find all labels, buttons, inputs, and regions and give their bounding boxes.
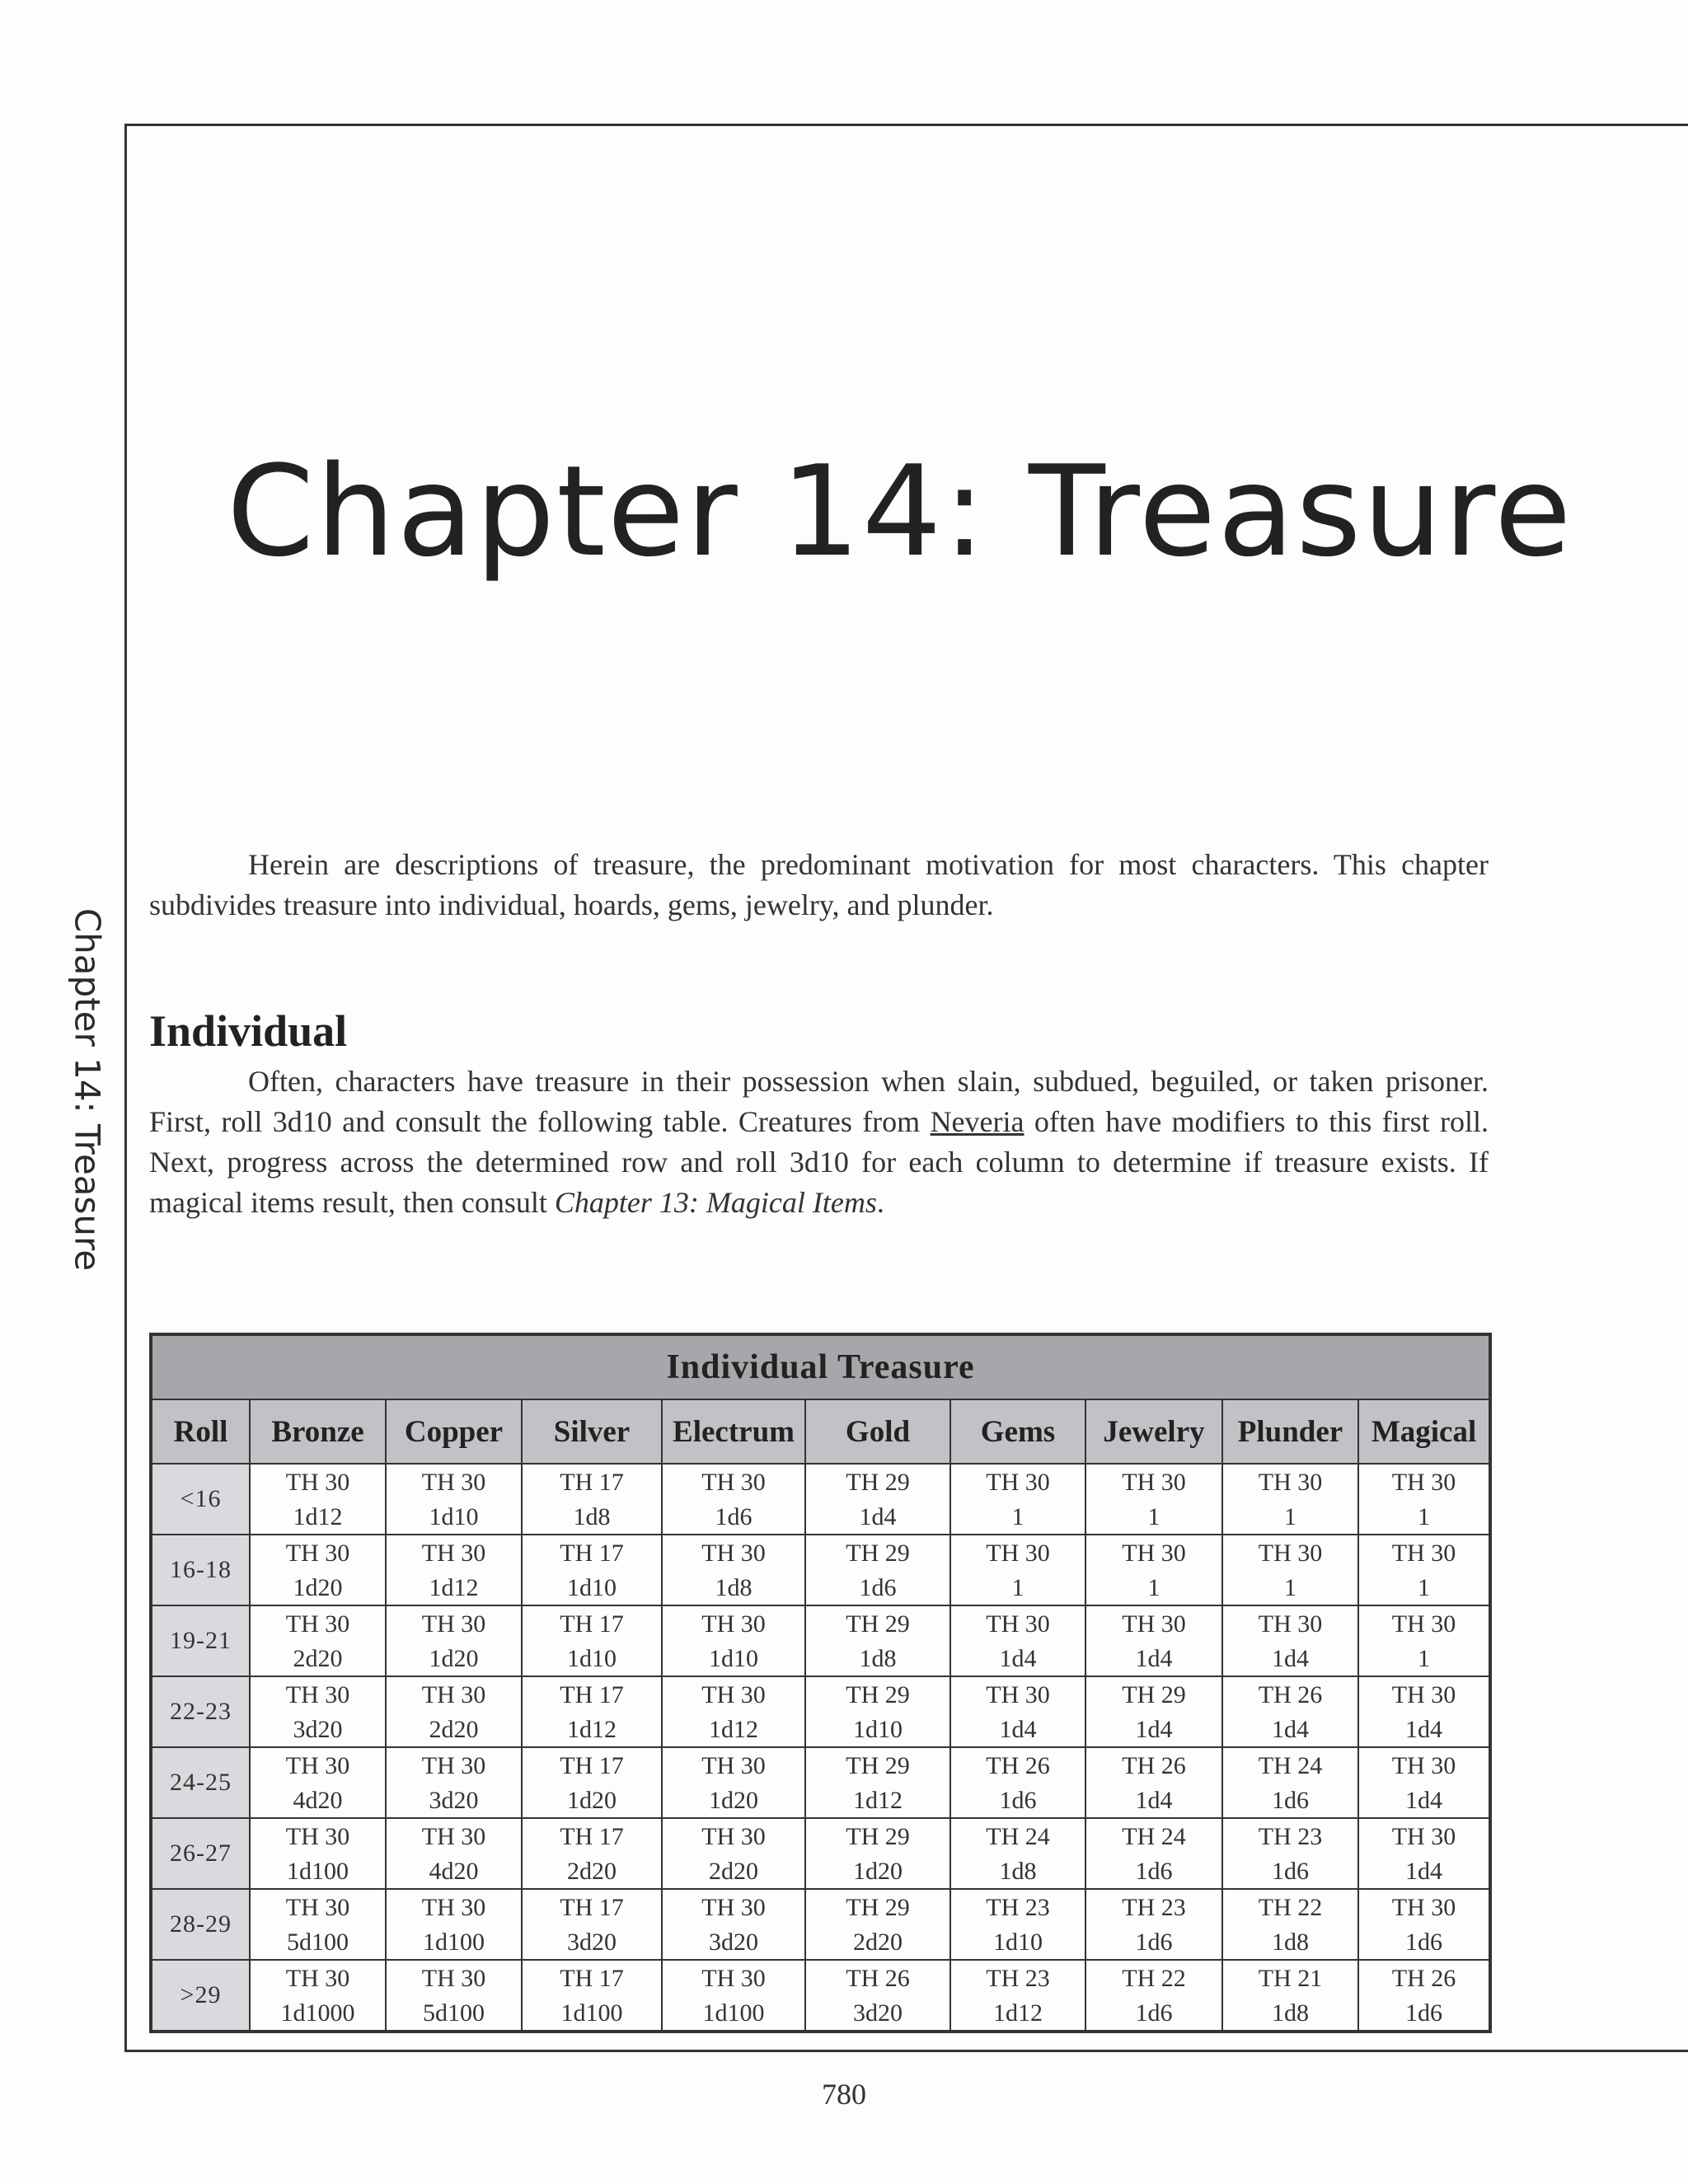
dice-value: 1d6	[859, 1574, 897, 1601]
column-header-magical: Magical	[1358, 1399, 1490, 1464]
threshold-value: TH 23	[1258, 1823, 1323, 1850]
dice-value: 1d8	[1272, 1929, 1309, 1956]
table-cell-gems	[950, 1747, 1085, 1818]
threshold-value: TH 30	[285, 1469, 350, 1496]
threshold-value: TH 30	[1391, 1823, 1456, 1850]
table-cell-jewelry	[1085, 1960, 1222, 2032]
table-cell-silver	[522, 1889, 662, 1960]
dice-value: 1d6	[1272, 1787, 1309, 1814]
table-cell-silver	[522, 1605, 662, 1676]
threshold-value: TH 30	[285, 1540, 350, 1567]
threshold-value: TH 26	[1391, 1965, 1456, 1992]
table-cell-silver	[522, 1960, 662, 2032]
dice-value: 1	[1011, 1574, 1025, 1601]
threshold-value: TH 30	[986, 1469, 1050, 1496]
threshold-value: TH 30	[701, 1965, 766, 1992]
threshold-value: TH 30	[986, 1681, 1050, 1708]
dice-value: 3d20	[567, 1929, 617, 1956]
table-row	[151, 1535, 1490, 1605]
threshold-value: TH 30	[1122, 1469, 1186, 1496]
threshold-value: TH 30	[701, 1610, 766, 1638]
table-cell-plunder	[1222, 1889, 1358, 1960]
threshold-value: TH 29	[846, 1752, 910, 1779]
dice-value: 3d20	[709, 1929, 758, 1956]
dice-value: 1d20	[853, 1858, 903, 1885]
table-cell-copper	[386, 1605, 522, 1676]
table-cell-gold	[805, 1889, 950, 1960]
column-header-plunder: Plunder	[1222, 1399, 1358, 1464]
dice-value: 1d10	[853, 1716, 903, 1743]
table-cell-gems	[950, 1818, 1085, 1889]
table-cell-plunder	[1222, 1676, 1358, 1747]
dice-value: 1d100	[287, 1858, 349, 1885]
threshold-value: TH 22	[1122, 1965, 1186, 1992]
dice-value: 1d20	[709, 1787, 758, 1814]
magical-items-reference: Chapter 13: Magical Items	[554, 1186, 877, 1219]
dice-value: 1d20	[293, 1574, 343, 1601]
table-cell-silver	[522, 1676, 662, 1747]
table-cell-magical	[1358, 1535, 1490, 1605]
dice-value: 1d4	[1135, 1716, 1173, 1743]
threshold-value: TH 30	[421, 1610, 486, 1638]
threshold-value: TH 30	[421, 1823, 486, 1850]
threshold-value: TH 30	[1258, 1469, 1323, 1496]
threshold-value: TH 23	[986, 1894, 1050, 1921]
table-cell-magical	[1358, 1889, 1490, 1960]
table-cell-gems	[950, 1889, 1085, 1960]
dice-value: 1d4	[859, 1503, 897, 1530]
chapter-title: Chapter 14: Treasure	[227, 438, 1573, 584]
dice-value: 1d8	[999, 1858, 1037, 1885]
dice-value: 1d12	[567, 1716, 617, 1743]
dice-value: 1d4	[1405, 1787, 1443, 1814]
dice-value: 1d8	[1272, 1999, 1309, 2027]
table-cell-gold	[805, 1535, 950, 1605]
dice-value: 1	[1147, 1574, 1160, 1601]
dice-value: 1	[1284, 1503, 1296, 1530]
table-row	[151, 1818, 1490, 1889]
dice-value: 1	[1284, 1574, 1296, 1601]
table-cell-copper	[386, 1818, 522, 1889]
dice-value: 2d20	[567, 1858, 617, 1885]
table-cell-electrum	[662, 1535, 805, 1605]
threshold-value: TH 29	[846, 1894, 910, 1921]
table-body	[151, 1464, 1490, 2032]
table-cell-gold	[805, 1464, 950, 1535]
table-cell-gems	[950, 1535, 1085, 1605]
table-cell-electrum	[662, 1960, 805, 2032]
threshold-value: TH 17	[560, 1469, 624, 1496]
threshold-value: TH 29	[846, 1610, 910, 1638]
table-row	[151, 1605, 1490, 1676]
roll-cell: 19-21	[151, 1605, 250, 1676]
table-cell-jewelry	[1085, 1464, 1222, 1535]
threshold-value: TH 30	[1391, 1540, 1456, 1567]
table-cell-gold	[805, 1605, 950, 1676]
table-cell-copper	[386, 1747, 522, 1818]
individual-text-1: Often, characters have treasure in their possession when slain, subdued, beguiled, or taken prisoner. First, roll 3d10 and consult the following table. Creatures from	[149, 1065, 1489, 1138]
dice-value: 1d20	[429, 1645, 479, 1672]
dice-value: 1d12	[993, 1999, 1043, 2027]
dice-value: 1d12	[293, 1503, 343, 1530]
column-header-gold: Gold	[805, 1399, 950, 1464]
table-cell-jewelry	[1085, 1535, 1222, 1605]
threshold-value: TH 17	[560, 1823, 624, 1850]
threshold-value: TH 30	[1391, 1610, 1456, 1638]
threshold-value: TH 26	[1258, 1681, 1323, 1708]
threshold-value: TH 30	[285, 1823, 350, 1850]
threshold-value: TH 22	[1258, 1894, 1323, 1921]
threshold-value: TH 23	[986, 1965, 1050, 1992]
intro-text: Herein are descriptions of treasure, the predominant motivation for most characters. This chapter subdivides treasure into individual, hoards, gems, jewelry, and plunder.	[149, 848, 1489, 921]
table-header-row	[151, 1399, 1490, 1464]
threshold-value: TH 21	[1258, 1965, 1323, 1992]
table-row	[151, 1960, 1490, 2032]
threshold-value: TH 17	[560, 1681, 624, 1708]
table-cell-jewelry	[1085, 1889, 1222, 1960]
table-cell-gems	[950, 1605, 1085, 1676]
table-cell-plunder	[1222, 1464, 1358, 1535]
table-cell-electrum	[662, 1747, 805, 1818]
threshold-value: TH 30	[1391, 1894, 1456, 1921]
dice-value: 1d100	[560, 1999, 623, 2027]
threshold-value: TH 26	[986, 1752, 1050, 1779]
threshold-value: TH 30	[421, 1965, 486, 1992]
section-heading-individual: Individual	[149, 1006, 348, 1056]
dice-value: 1d6	[1135, 1999, 1173, 2027]
threshold-value: TH 30	[285, 1894, 350, 1921]
dice-value: 1d12	[709, 1716, 758, 1743]
dice-value: 5d100	[423, 1999, 485, 2027]
dice-value: 1d10	[993, 1929, 1043, 1956]
table-cell-jewelry	[1085, 1605, 1222, 1676]
table-cell-gems	[950, 1676, 1085, 1747]
threshold-value: TH 30	[285, 1610, 350, 1638]
threshold-value: TH 30	[701, 1681, 766, 1708]
threshold-value: TH 30	[285, 1681, 350, 1708]
dice-value: 1d4	[1272, 1716, 1309, 1743]
threshold-value: TH 29	[1122, 1681, 1186, 1708]
table-cell-plunder	[1222, 1747, 1358, 1818]
dice-value: 1d12	[429, 1574, 479, 1601]
dice-value: 1d10	[567, 1645, 617, 1672]
table-cell-bronze	[250, 1464, 386, 1535]
table-cell-electrum	[662, 1818, 805, 1889]
individual-text-end: .	[876, 1186, 884, 1219]
table-cell-jewelry	[1085, 1676, 1222, 1747]
threshold-value: TH 24	[1258, 1752, 1323, 1779]
threshold-value: TH 17	[560, 1965, 624, 1992]
table-cell-gold	[805, 1676, 950, 1747]
dice-value: 1d100	[702, 1999, 765, 2027]
table-row	[151, 1889, 1490, 1960]
dice-value: 2d20	[429, 1716, 479, 1743]
table-cell-gold	[805, 1747, 950, 1818]
threshold-value: TH 30	[1122, 1610, 1186, 1638]
threshold-value: TH 29	[846, 1681, 910, 1708]
dice-value: 1d6	[1135, 1929, 1173, 1956]
roll-cell: 26-27	[151, 1818, 250, 1889]
threshold-value: TH 30	[701, 1823, 766, 1850]
table-cell-plunder	[1222, 1960, 1358, 2032]
threshold-value: TH 30	[1391, 1469, 1456, 1496]
threshold-value: TH 24	[1122, 1823, 1186, 1850]
dice-value: 3d20	[293, 1716, 343, 1743]
threshold-value: TH 30	[701, 1752, 766, 1779]
table-cell-bronze	[250, 1605, 386, 1676]
table-cell-gems	[950, 1464, 1085, 1535]
table-cell-copper	[386, 1676, 522, 1747]
threshold-value: TH 29	[846, 1540, 910, 1567]
dice-value: 1	[1147, 1503, 1160, 1530]
threshold-value: TH 30	[1391, 1681, 1456, 1708]
roll-cell: <16	[151, 1464, 250, 1535]
column-header-jewelry: Jewelry	[1085, 1399, 1222, 1464]
dice-value: 2d20	[293, 1645, 343, 1672]
roll-cell: 16-18	[151, 1535, 250, 1605]
table-cell-jewelry	[1085, 1818, 1222, 1889]
threshold-value: TH 30	[285, 1752, 350, 1779]
table-cell-gold	[805, 1960, 950, 2032]
threshold-value: TH 30	[421, 1894, 486, 1921]
dice-value: 3d20	[429, 1787, 479, 1814]
threshold-value: TH 30	[1122, 1540, 1186, 1567]
table-cell-bronze	[250, 1676, 386, 1747]
threshold-value: TH 30	[701, 1894, 766, 1921]
table-cell-electrum	[662, 1889, 805, 1960]
dice-value: 1d4	[1405, 1858, 1443, 1885]
dice-value: 1d4	[999, 1716, 1037, 1743]
dice-value: 1d12	[853, 1787, 903, 1814]
dice-value: 1	[1418, 1503, 1431, 1530]
table-cell-copper	[386, 1535, 522, 1605]
table-cell-magical	[1358, 1818, 1490, 1889]
table-row	[151, 1747, 1490, 1818]
table-cell-plunder	[1222, 1818, 1358, 1889]
dice-value: 1d4	[1405, 1716, 1443, 1743]
table-cell-plunder	[1222, 1605, 1358, 1676]
threshold-value: TH 23	[1122, 1894, 1186, 1921]
dice-value: 2d20	[853, 1929, 903, 1956]
threshold-value: TH 30	[986, 1540, 1050, 1567]
table-cell-silver	[522, 1747, 662, 1818]
dice-value: 1	[1011, 1503, 1025, 1530]
table-cell-magical	[1358, 1747, 1490, 1818]
table-cell-electrum	[662, 1605, 805, 1676]
dice-value: 1d8	[573, 1503, 611, 1530]
dice-value: 1	[1418, 1574, 1431, 1601]
threshold-value: TH 24	[986, 1823, 1050, 1850]
roll-cell: 22-23	[151, 1676, 250, 1747]
threshold-value: TH 17	[560, 1610, 624, 1638]
dice-value: 1d6	[1405, 1929, 1443, 1956]
table-cell-bronze	[250, 1747, 386, 1818]
dice-value: 3d20	[853, 1999, 903, 2027]
table-cell-magical	[1358, 1960, 1490, 2032]
roll-cell: >29	[151, 1960, 250, 2032]
individual-treasure-table	[149, 1333, 1492, 2033]
threshold-value: TH 29	[846, 1823, 910, 1850]
dice-value: 2d20	[709, 1858, 758, 1885]
table-cell-magical	[1358, 1464, 1490, 1535]
column-header-copper: Copper	[386, 1399, 522, 1464]
table-cell-electrum	[662, 1464, 805, 1535]
table-cell-copper	[386, 1889, 522, 1960]
dice-value: 1d6	[715, 1503, 753, 1530]
dice-value: 1d4	[1135, 1645, 1173, 1672]
dice-value: 1d20	[567, 1787, 617, 1814]
table-cell-gems	[950, 1960, 1085, 2032]
table-cell-jewelry	[1085, 1747, 1222, 1818]
column-header-gems: Gems	[950, 1399, 1085, 1464]
threshold-value: TH 26	[846, 1965, 910, 1992]
dice-value: 1d1000	[280, 1999, 355, 2027]
threshold-value: TH 30	[986, 1610, 1050, 1638]
dice-value: 1d10	[429, 1503, 479, 1530]
column-header-roll: Roll	[151, 1399, 250, 1464]
individual-text-2: often have modifiers to this first roll. Next, progress across the determined row and roll 3d10 for each column to determine if treasure exists. If magical items result, then consult	[149, 1105, 1489, 1219]
page-number: 780	[822, 2078, 866, 2111]
threshold-value: TH 29	[846, 1469, 910, 1496]
neveria-link[interactable]: Neveria	[930, 1105, 1025, 1138]
threshold-value: TH 30	[421, 1681, 486, 1708]
table-cell-copper	[386, 1464, 522, 1535]
table-cell-silver	[522, 1535, 662, 1605]
dice-value: 4d20	[293, 1787, 343, 1814]
table-row	[151, 1464, 1490, 1535]
table-cell-silver	[522, 1464, 662, 1535]
threshold-value: TH 30	[421, 1540, 486, 1567]
threshold-value: TH 30	[701, 1540, 766, 1567]
table-row	[151, 1676, 1490, 1747]
dice-value: 1d6	[999, 1787, 1037, 1814]
dice-value: 1d6	[1135, 1858, 1173, 1885]
dice-value: 1d10	[567, 1574, 617, 1601]
dice-value: 1d10	[709, 1645, 758, 1672]
intro-paragraph	[149, 845, 1489, 926]
threshold-value: TH 17	[560, 1894, 624, 1921]
table-cell-copper	[386, 1960, 522, 2032]
dice-value: 1	[1418, 1645, 1431, 1672]
threshold-value: TH 30	[1391, 1752, 1456, 1779]
table-cell-silver	[522, 1818, 662, 1889]
table-cell-plunder	[1222, 1535, 1358, 1605]
threshold-value: TH 30	[421, 1752, 486, 1779]
table-cell-electrum	[662, 1676, 805, 1747]
table-cell-magical	[1358, 1605, 1490, 1676]
dice-value: 1d6	[1405, 1999, 1443, 2027]
roll-cell: 28-29	[151, 1889, 250, 1960]
dice-value: 1d8	[715, 1574, 753, 1601]
threshold-value: TH 17	[560, 1752, 624, 1779]
dice-value: 1d8	[859, 1645, 897, 1672]
column-header-electrum: Electrum	[662, 1399, 805, 1464]
table-cell-bronze	[250, 1960, 386, 2032]
table-cell-bronze	[250, 1818, 386, 1889]
threshold-value: TH 30	[285, 1965, 350, 1992]
dice-value: 5d100	[287, 1929, 349, 1956]
individual-paragraph	[149, 1062, 1489, 1223]
running-side-label: Chapter 14: Treasure	[67, 907, 108, 1272]
table-cell-bronze	[250, 1889, 386, 1960]
column-header-silver: Silver	[522, 1399, 662, 1464]
dice-value: 1d6	[1272, 1858, 1309, 1885]
table-cell-bronze	[250, 1535, 386, 1605]
threshold-value: TH 17	[560, 1540, 624, 1567]
threshold-value: TH 30	[421, 1469, 486, 1496]
threshold-value: TH 26	[1122, 1752, 1186, 1779]
table-cell-magical	[1358, 1676, 1490, 1747]
dice-value: 1d4	[999, 1645, 1037, 1672]
table-cell-gold	[805, 1818, 950, 1889]
dice-value: 1d4	[1272, 1645, 1309, 1672]
roll-cell: 24-25	[151, 1747, 250, 1818]
dice-value: 1d4	[1135, 1787, 1173, 1814]
table-title: Individual Treasure	[151, 1334, 1490, 1399]
column-header-bronze: Bronze	[250, 1399, 386, 1464]
dice-value: 1d100	[423, 1929, 485, 1956]
threshold-value: TH 30	[1258, 1610, 1323, 1638]
threshold-value: TH 30	[701, 1469, 766, 1496]
threshold-value: TH 30	[1258, 1540, 1323, 1567]
dice-value: 4d20	[429, 1858, 479, 1885]
